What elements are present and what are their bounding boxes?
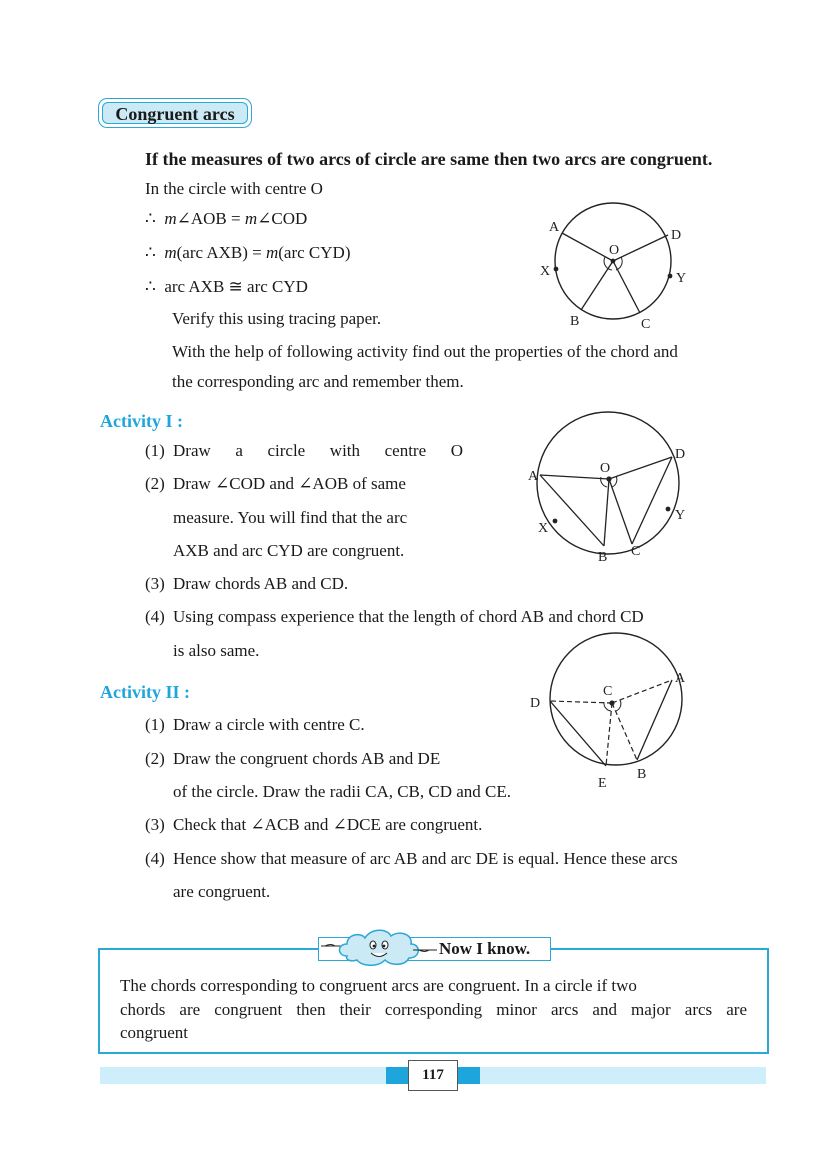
fig1-label-b: B <box>570 314 580 329</box>
angle-aob: ∠AOB <box>176 209 227 228</box>
step-1-word: circle <box>267 441 306 460</box>
activity-2-step-4 <box>145 848 678 870</box>
step-1-word: O <box>450 441 463 460</box>
verify-line: Verify this using tracing paper. <box>172 309 382 328</box>
section-heading: Congruent arcs <box>102 102 248 124</box>
fig1-label-y: Y <box>676 271 687 286</box>
activity-1-step-1 <box>145 440 463 462</box>
fig2-label-x: X <box>538 521 549 536</box>
arc-congruence: arc AXB ≅ arc CYD <box>164 277 308 296</box>
measure-m: m <box>164 243 177 262</box>
fig1-label-x: X <box>540 264 551 279</box>
equals-sign: = <box>231 209 241 228</box>
step-1-word: with <box>329 441 361 460</box>
step-1-word: centre <box>384 441 427 460</box>
step-3-text: Check that ∠ACB and ∠DCE are congruent. <box>173 815 483 834</box>
step-1-word: a <box>235 441 243 460</box>
step-number: (2) <box>145 474 165 493</box>
arc-axb-measure: (arc AXB) <box>176 243 248 262</box>
activity-2-step-3 <box>145 814 482 836</box>
figure-circle-arcs <box>525 195 705 335</box>
step-1-word: Draw <box>173 441 211 460</box>
activity-2-title: Activity II : <box>100 682 190 702</box>
activity-2-step-1 <box>145 714 365 736</box>
step-number: (2) <box>145 749 165 768</box>
arc-measure-line <box>145 242 350 264</box>
measure-m: m <box>164 209 177 228</box>
activity-2-step-2-line-b: of the circle. Draw the radii CA, CB, CD and CE. <box>173 782 512 801</box>
activity-2-step-4-line-b: are congruent. <box>173 882 271 901</box>
therefore-symbol: ∴ <box>145 209 156 228</box>
angle-cod: ∠COD <box>257 209 308 228</box>
activity-1-title: Activity I : <box>100 411 183 431</box>
section-heading-box <box>98 98 252 128</box>
fig3-label-d: D <box>530 696 541 711</box>
equals-sign: = <box>252 243 262 262</box>
fig2-label-b: B <box>598 550 608 565</box>
fig3-label-a: A <box>675 671 686 686</box>
help-line-2: the corresponding arc and remember them. <box>172 372 464 391</box>
fig2-label-c: C <box>631 544 641 559</box>
fig2-label-o: O <box>600 461 611 476</box>
help-line-1: With the help of following activity find out the properties of the chord and <box>172 342 678 361</box>
fig2-label-y: Y <box>675 508 686 523</box>
figure-circle-radii <box>520 630 700 790</box>
step-number: (1) <box>145 441 165 460</box>
fig3-label-c: C <box>603 684 613 699</box>
note-label-box <box>318 937 551 961</box>
measure-m: m <box>244 209 258 228</box>
circle-centre-line: In the circle with centre O <box>145 179 323 198</box>
activity-1-step-4-line-b: is also same. <box>173 641 260 660</box>
note-line-1: The chords corresponding to congruent arcs are congruent. In a circle if two <box>120 976 637 995</box>
note-line-3: congruent <box>120 1023 188 1042</box>
activity-1-step-2-line-b: measure. You will find that the arc <box>173 508 408 527</box>
step-number: (1) <box>145 715 165 734</box>
step-number: (4) <box>145 849 165 868</box>
therefore-symbol: ∴ <box>145 277 156 296</box>
angle-equality-line <box>145 208 307 230</box>
measure-m: m <box>265 243 279 262</box>
step-4-line-a: Using compass experience that the length of chord AB and chord CD <box>173 607 644 626</box>
step-2-line-a: Draw the congruent chords AB and DE <box>173 749 441 768</box>
arc-congruence-line <box>145 276 308 298</box>
activity-1-step-3 <box>145 573 348 595</box>
arc-cyd-measure: (arc CYD) <box>278 243 351 262</box>
activity-2-step-2 <box>145 748 440 770</box>
step-1-words <box>173 440 463 462</box>
activity-1-step-2-line-c: AXB and arc CYD are congruent. <box>173 541 405 560</box>
fig1-label-d: D <box>671 228 682 243</box>
step-1-text: Draw a circle with centre C. <box>173 715 365 734</box>
page-number: 117 <box>408 1060 458 1091</box>
cloud-mascot-icon <box>321 926 437 968</box>
note-line-2: chords are congruent then their corresponding minor arcs and major arcs are <box>120 1000 747 1019</box>
figure-circle-chords <box>522 405 702 565</box>
step-4-line-a: Hence show that measure of arc AB and arc DE is equal. Hence these arcs <box>173 849 678 868</box>
step-3-text: Draw chords AB and CD. <box>173 574 349 593</box>
fig2-label-d: D <box>675 447 686 462</box>
activity-1-step-2 <box>145 473 406 495</box>
therefore-symbol: ∴ <box>145 243 156 262</box>
step-number: (3) <box>145 815 165 834</box>
fig2-label-a: A <box>528 469 539 484</box>
fig1-label-a: A <box>549 220 560 235</box>
fig1-label-o: O <box>609 243 620 258</box>
fig1-label-c: C <box>641 317 651 332</box>
fig3-label-b: B <box>637 767 647 782</box>
congruence-statement: If the measures of two arcs of circle are same then two arcs are congruent. <box>145 149 713 169</box>
fig3-label-e: E <box>598 776 607 790</box>
step-2-line-a: Draw ∠COD and ∠AOB of same <box>173 474 406 493</box>
step-number: (3) <box>145 574 165 593</box>
step-number: (4) <box>145 607 165 626</box>
activity-1-step-4 <box>145 606 644 628</box>
note-label: Now I know. <box>439 939 531 958</box>
